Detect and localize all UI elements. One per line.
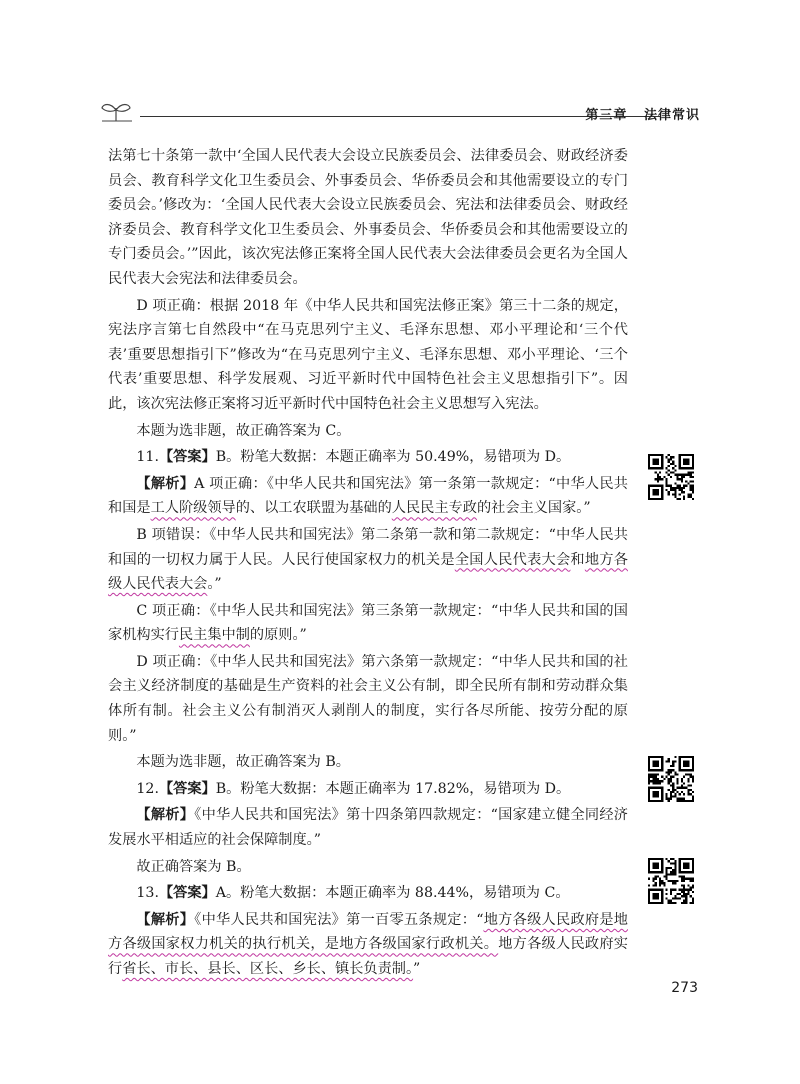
analysis-text: B 项错误：《中华人民共和国宪法》第二条第一款和第二款规定：“中华人民共和国的一切权力属于人民。人民行使国家权力的机关是 — [108, 526, 628, 568]
answer-text: B。粉笔大数据：本题正确率为 50.49%，易错项为 D。 — [215, 449, 571, 466]
key-phrase: 地方各级人民代表大会 — [108, 551, 628, 593]
answer-tag: 【答案】 — [158, 885, 216, 902]
analysis-text: 的、以工农联盟为基础的 — [235, 500, 392, 517]
qr-code-icon[interactable] — [648, 454, 694, 500]
q11-analysis-b — [108, 523, 628, 597]
answer-tag: 【答案】 — [158, 449, 216, 466]
qr-code-icon[interactable] — [648, 858, 694, 904]
key-phrase: 地方各级人民政府是地方各级国家权力机关的执行机关，是地方各级国家行政机关。 — [108, 911, 628, 953]
q12-conclusion: 故正确答案为 B。 — [136, 858, 251, 875]
q11-answer — [108, 445, 628, 470]
analysis-text: C 项正确：《中华人民共和国宪法》第三条第一款规定：“中华人民共和国的国家机构实行 — [108, 602, 628, 644]
analysis-text: 《中华人民共和国宪法》第一百零五条规定：“ — [194, 911, 484, 928]
q11-analysis-d: D 项正确：《中华人民共和国宪法》第六条第一款规定：“中华人民共和国的社会主义经济制度的基础是生产资料的社会主义公有制，即全民所有制和劳动群众集体所有制。社会主义公有制消灭人剥削人的制度，实行各尽所能、按劳分配的原则。” — [108, 653, 628, 744]
chapter-subject: 法律常识 — [643, 108, 700, 123]
analysis-tag: 【解析】 — [136, 475, 195, 492]
analysis-text: A 项正确：《中华人民共和国宪法》第一条第一款规定：“中华人民共和国是 — [108, 475, 628, 517]
key-phrase: 省长、市长、县长、区长、乡长、镇长负责制。 — [122, 961, 414, 977]
q12-analysis — [108, 803, 628, 852]
q11-analysis-a — [108, 472, 628, 521]
paragraph: D 项正确：根据 2018 年《中华人民共和国宪法修正案》第三十二条的规定，宪法序言第七自然段中“在马克思列宁主义、毛泽东思想、邓小平理论和‘三个代表’重要思想指引下”修改为“在马克思列宁主义、毛泽东思想、邓小平理论、‘三个代表’重要思想、科学发展观、习近平新时代中国特色社会主义思想指引下”。因此，该次宪法修正案将习近平新时代中国特色社会主义思想写入宪法。 — [108, 297, 628, 412]
analysis-text: 地方各级人民政府实行 — [108, 936, 628, 977]
chapter-title — [585, 104, 700, 123]
page-number: 273 — [671, 980, 698, 996]
paragraph: 本题为选非题，故正确答案为 C。 — [136, 422, 351, 439]
analysis-text: 的原则。” — [249, 627, 307, 644]
sprout-icon — [100, 100, 132, 122]
question-number: 11. — [136, 449, 159, 466]
analysis-text: 。” — [207, 576, 222, 593]
q11-analysis-c — [108, 599, 628, 648]
header-rule — [140, 116, 660, 117]
q12-answer — [108, 777, 628, 802]
page-body — [108, 144, 628, 982]
page-header — [100, 96, 700, 126]
analysis-tag: 【解析】 — [136, 807, 195, 824]
answer-text: B。粉笔大数据：本题正确率为 17.82%，易错项为 D。 — [215, 780, 571, 797]
key-phrase: 工人阶级领导 — [150, 500, 236, 517]
key-phrase: 全国人民代表大会 — [454, 551, 571, 568]
analysis-text: ” — [413, 961, 421, 977]
analysis-text: 的社会主义国家。” — [476, 500, 591, 517]
answer-tag: 【答案】 — [158, 780, 216, 797]
key-phrase: 人民民主专政 — [391, 500, 477, 517]
key-phrase: 民主集中制 — [178, 627, 250, 644]
question-number: 13. — [136, 885, 159, 902]
paragraph: 法第七十条第一款中‘全国人民代表大会设立民族委员会、法律委员会、财政经济委员会、教育科学文化卫生委员会、外事委员会、华侨委员会和其他需要设立的专门委员会。’修改为：‘全国人民代表大会设立民族委员会、宪法和法律委员会、财政经济委员会、教育科学文化卫生委员会、外事委员会、华侨委员会和其他需要设立的专门委员会。’”因此，该次宪法修正案将全国人民代表大会法律委员会更名为全国人民代表大会宪法和法律委员会。 — [108, 148, 628, 287]
analysis-text: 和 — [570, 551, 585, 568]
chapter-number: 第三章 — [585, 108, 628, 123]
q13-answer — [108, 881, 628, 906]
question-number: 12. — [136, 780, 159, 797]
answer-text: A。粉笔大数据：本题正确率为 88.44%，易错项为 C。 — [215, 885, 570, 902]
q11-conclusion: 本题为选非题，故正确答案为 B。 — [136, 754, 350, 771]
q13-analysis — [108, 908, 628, 982]
analysis-tag: 【解析】 — [136, 911, 195, 928]
analysis-text: 《中华人民共和国宪法》第十四条第四款规定：“国家建立健全同经济发展水平相适应的社会保障制度。” — [108, 807, 628, 849]
qr-code-icon[interactable] — [648, 756, 694, 802]
